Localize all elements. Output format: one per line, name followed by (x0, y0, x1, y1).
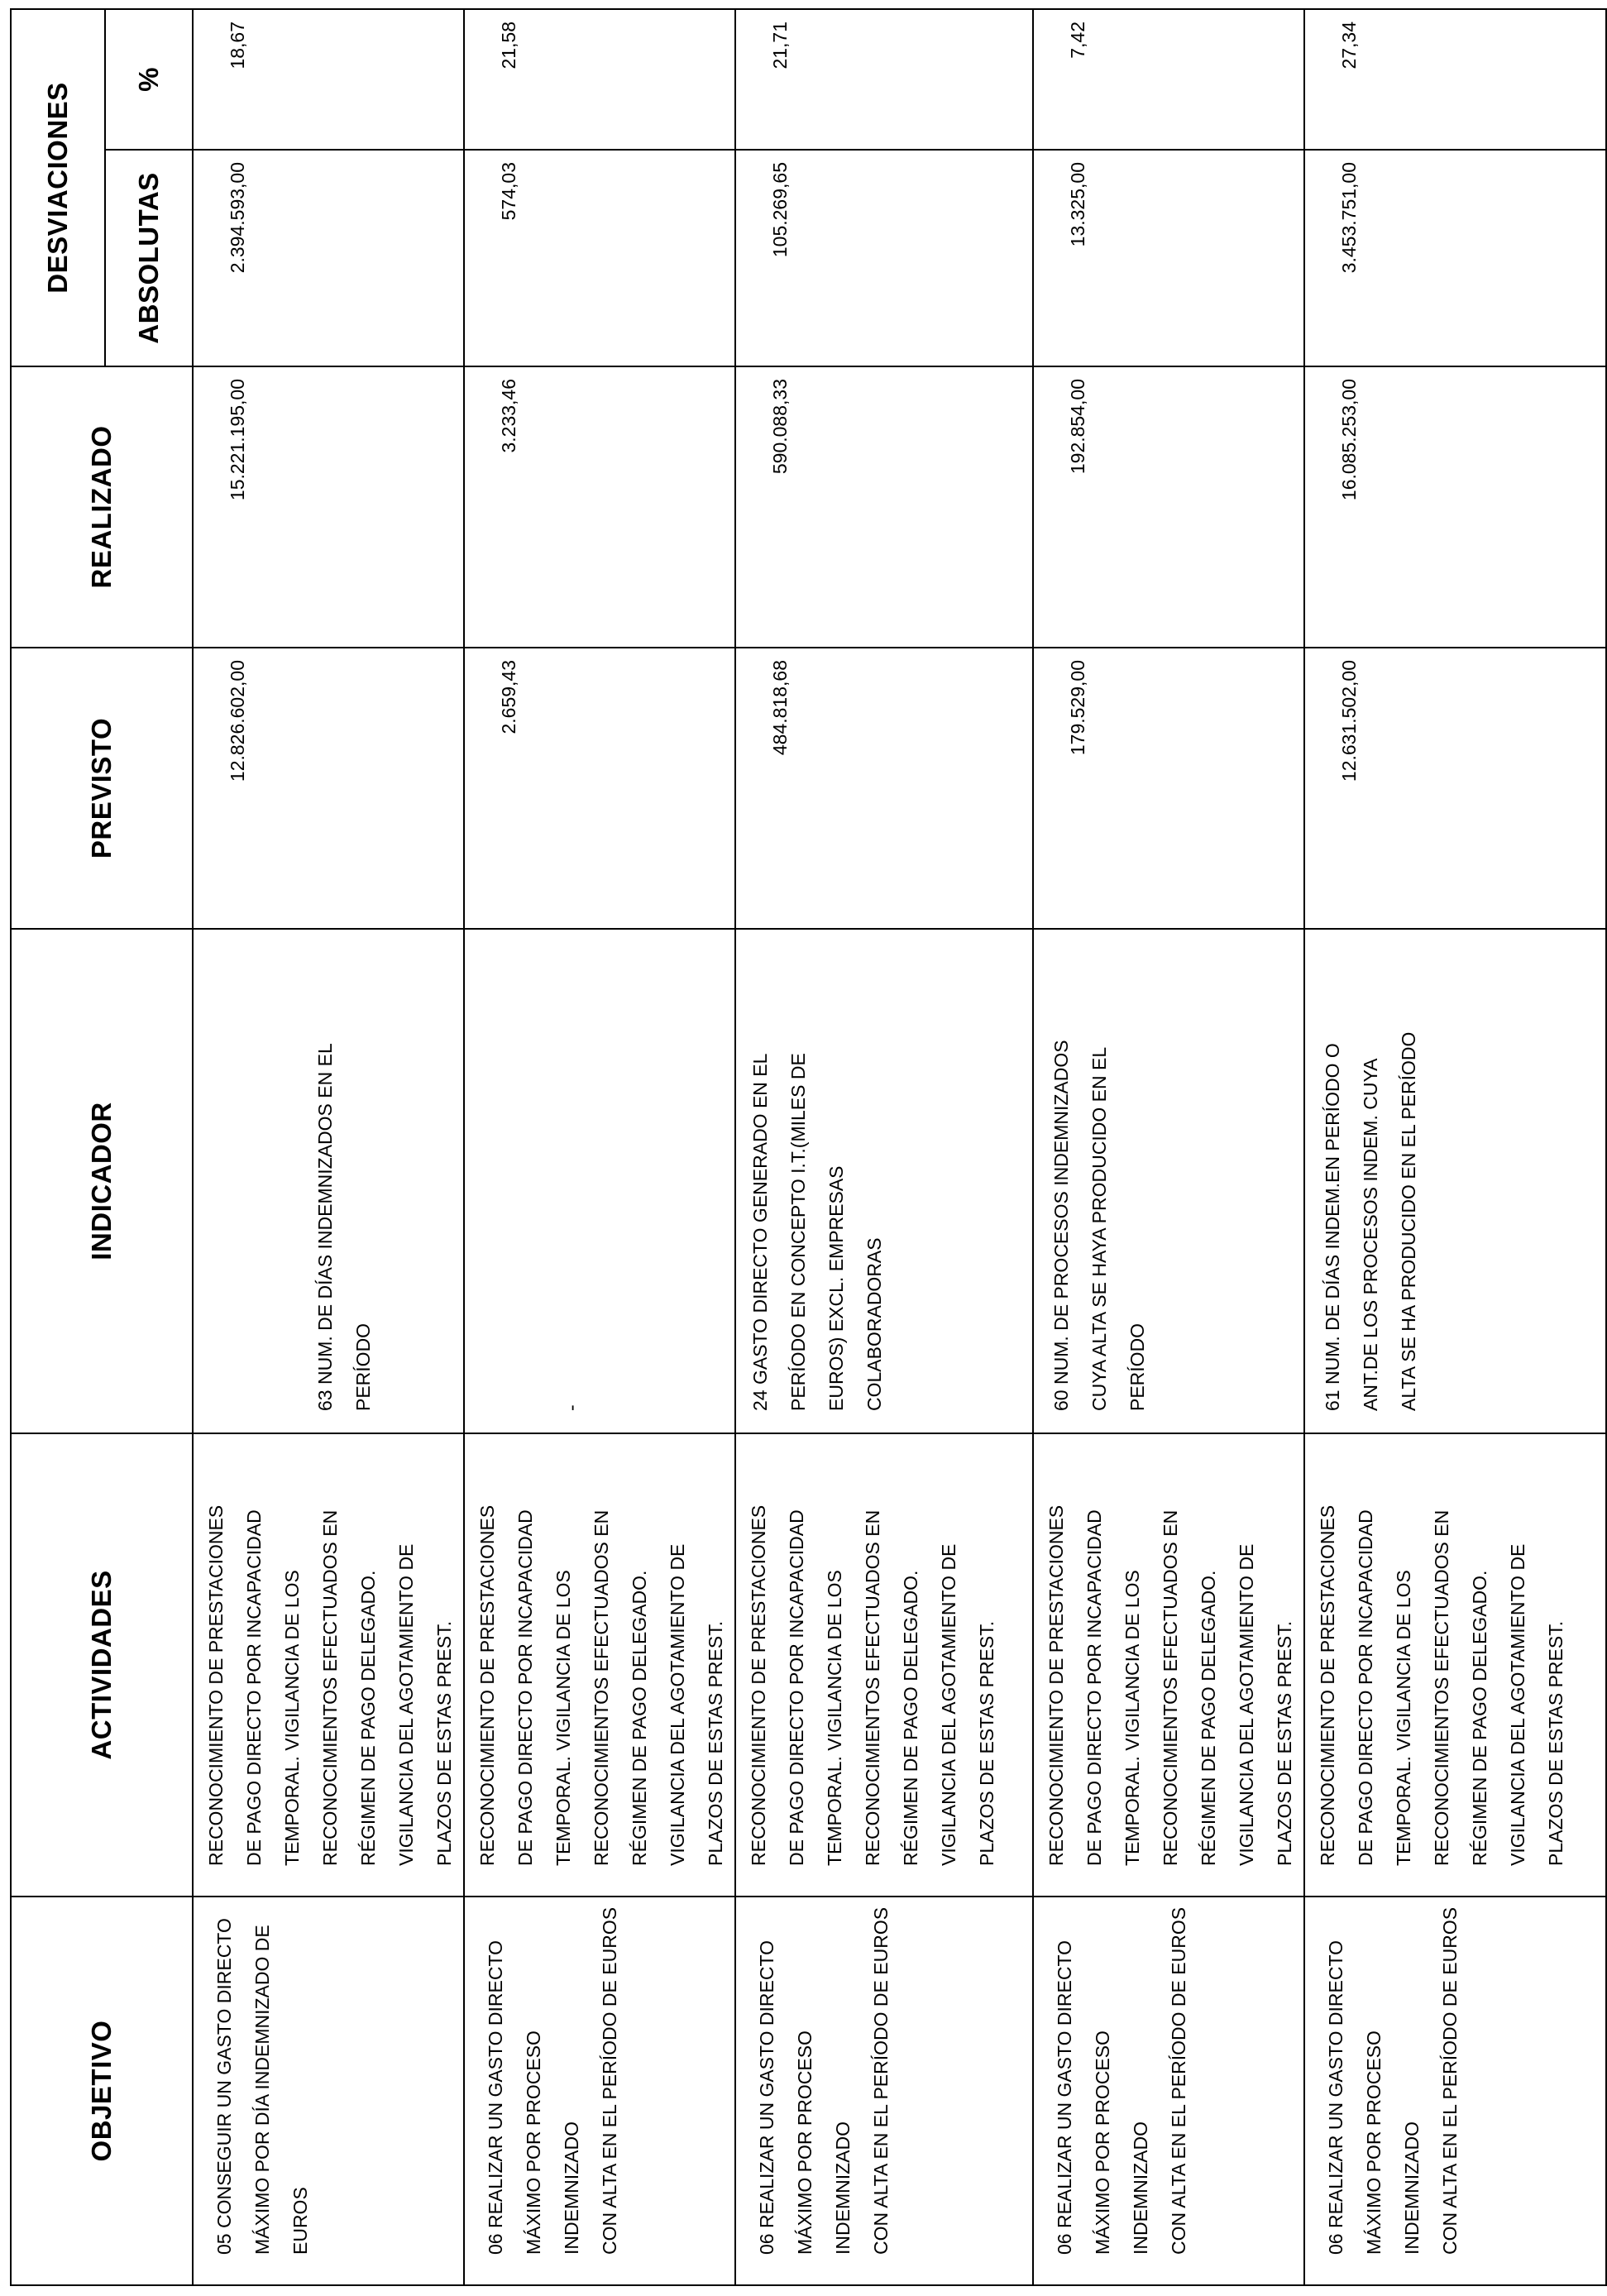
cell-previsto: 484.818,68 (735, 648, 1033, 929)
cell-porcentaje: 7,42 (1033, 9, 1304, 150)
text-line: RECONOCIMIENTOS EFECTUADOS EN (1431, 1509, 1452, 1866)
text-line: MÁXIMO POR DÍA INDEMNIZADO DE (251, 1925, 273, 2255)
text-line: PERÍODO (1126, 1323, 1148, 1411)
cell-actividades (1304, 1433, 1606, 1897)
table-row (1033, 9, 1304, 2285)
cell-actividades (735, 1433, 1033, 1897)
header-desviaciones: DESVIACIONES (11, 9, 105, 366)
table-row (193, 9, 464, 2285)
table-header (11, 9, 193, 2285)
cell-actividades (1033, 1433, 1304, 1897)
header-porcentaje: % (105, 9, 193, 150)
header-previsto: PREVISTO (11, 648, 193, 929)
cell-absolutas: 13.325,00 (1033, 150, 1304, 366)
cell-previsto: 12.631.502,00 (1304, 648, 1606, 929)
text-line: CON ALTA EN EL PERÍODO DE EUROS (599, 1906, 620, 2255)
text-line: 06 REALIZAR UN GASTO DIRECTO (485, 1940, 506, 2255)
text-line: MÁXIMO POR PROCESO INDEMNIZADO (1092, 2031, 1151, 2255)
text-line: 63 NUM. DE DÍAS INDEMNIZADOS EN EL (314, 1043, 336, 1411)
text-line: DE PAGO DIRECTO POR INCAPACIDAD (786, 1509, 807, 1866)
cell-actividades (464, 1433, 735, 1897)
text-line: DE PAGO DIRECTO POR INCAPACIDAD (1083, 1509, 1105, 1866)
text-line: PERÍODO (352, 1323, 374, 1411)
text-line: DE PAGO DIRECTO POR INCAPACIDAD (243, 1509, 265, 1866)
text-line: RÉGIMEN DE PAGO DELEGADO. (357, 1570, 379, 1866)
table-row (1304, 9, 1606, 2285)
cell-porcentaje: 27,34 (1304, 9, 1606, 150)
text-line: VIGILANCIA DEL AGOTAMIENTO DE (395, 1543, 417, 1866)
text-line: PLAZOS DE ESTAS PREST. (976, 1620, 997, 1866)
cell-absolutas: 574,03 (464, 150, 735, 366)
cell-realizado: 192.854,00 (1033, 366, 1304, 648)
header-realizado: REALIZADO (11, 366, 193, 648)
text-line: CUYA ALTA SE HAYA PRODUCIDO EN EL (1088, 1046, 1110, 1411)
cell-porcentaje: 21,58 (464, 9, 735, 150)
text-line: RECONOCIMIENTOS EFECTUADOS EN (1160, 1509, 1181, 1866)
text-line: RÉGIMEN DE PAGO DELEGADO. (900, 1570, 921, 1866)
text-line: RECONOCIMIENTOS EFECTUADOS EN (591, 1509, 612, 1866)
text-line: 24 GASTO DIRECTO GENERADO EN EL (749, 1053, 771, 1411)
text-line: RECONOCIMIENTOS EFECTUADOS EN (319, 1509, 341, 1866)
text-line: EUROS) EXCL. EMPRESAS (825, 1165, 847, 1411)
text-line: RECONOCIMIENTO DE PRESTACIONES (1045, 1504, 1067, 1866)
text-line: 05 CONSEGUIR UN GASTO DIRECTO (213, 1918, 235, 2255)
text-line: VIGILANCIA DEL AGOTAMIENTO DE (667, 1543, 688, 1866)
text-line: - (561, 1404, 582, 1411)
text-line: COLABORADORAS (863, 1237, 885, 1411)
header-indicador: INDICADOR (11, 929, 193, 1433)
cell-absolutas: 3.453.751,00 (1304, 150, 1606, 366)
text-line: RECONOCIMIENTO DE PRESTACIONES (1317, 1504, 1338, 1866)
cell-objetivo (735, 1897, 1033, 2285)
text-line: ANT.DE LOS PROCESOS INDEM. CUYA (1360, 1058, 1381, 1411)
cell-indicador (193, 929, 464, 1433)
text-line: TEMPORAL. VIGILANCIA DE LOS (281, 1570, 303, 1866)
cell-indicador (735, 929, 1033, 1433)
cell-absolutas: 2.394.593,00 (193, 150, 464, 366)
cell-absolutas: 105.269,65 (735, 150, 1033, 366)
text-line: 61 NUM. DE DÍAS INDEM.EN PERÍODO O (1322, 1043, 1343, 1411)
text-line: ALTA SE HA PRODUCIDO EN EL PERÍODO (1398, 1031, 1419, 1411)
cell-realizado: 590.088,33 (735, 366, 1033, 648)
cell-actividades (193, 1433, 464, 1897)
text-line: TEMPORAL. VIGILANCIA DE LOS (1393, 1570, 1414, 1866)
header-objetivo: OBJETIVO (11, 1897, 193, 2285)
cell-indicador (464, 929, 735, 1433)
cell-realizado: 16.085.253,00 (1304, 366, 1606, 648)
cell-porcentaje: 18,67 (193, 9, 464, 150)
text-line: CON ALTA EN EL PERÍODO DE EUROS (1439, 1906, 1461, 2255)
text-line: MÁXIMO POR PROCESO INDEMNIZADO (523, 2031, 582, 2255)
text-line: TEMPORAL. VIGILANCIA DE LOS (1122, 1570, 1143, 1866)
cell-realizado: 3.233,46 (464, 366, 735, 648)
cell-porcentaje: 21,71 (735, 9, 1033, 150)
objectives-table (10, 8, 1607, 2286)
text-line: PLAZOS DE ESTAS PREST. (1274, 1620, 1295, 1866)
text-line: PLAZOS DE ESTAS PREST. (705, 1620, 726, 1866)
text-line: RÉGIMEN DE PAGO DELEGADO. (629, 1570, 650, 1866)
text-line: DE PAGO DIRECTO POR INCAPACIDAD (514, 1509, 536, 1866)
cell-previsto: 2.659,43 (464, 648, 735, 929)
cell-objetivo (1033, 1897, 1304, 2285)
text-line: 60 NUM. DE PROCESOS INDEMNIZADOS (1050, 1040, 1072, 1411)
text-line: PLAZOS DE ESTAS PREST. (433, 1620, 455, 1866)
text-line: TEMPORAL. VIGILANCIA DE LOS (552, 1570, 574, 1866)
cell-realizado: 15.221.195,00 (193, 366, 464, 648)
text-line: RECONOCIMIENTOS EFECTUADOS EN (862, 1509, 883, 1866)
table-row (735, 9, 1033, 2285)
table-row (464, 9, 735, 2285)
text-line: RECONOCIMIENTO DE PRESTACIONES (205, 1504, 227, 1866)
table-body (193, 9, 1606, 2285)
text-line: RECONOCIMIENTO DE PRESTACIONES (476, 1504, 498, 1866)
header-absolutas: ABSOLUTAS (105, 150, 193, 366)
cell-objetivo (464, 1897, 735, 2285)
text-line: CON ALTA EN EL PERÍODO DE EUROS (1168, 1906, 1189, 2255)
text-line: CON ALTA EN EL PERÍODO DE EUROS (870, 1906, 892, 2255)
cell-objetivo (1304, 1897, 1606, 2285)
header-actividades: ACTIVIDADES (11, 1433, 193, 1897)
text-line: TEMPORAL. VIGILANCIA DE LOS (824, 1570, 845, 1866)
cell-indicador (1304, 929, 1606, 1433)
text-line: VIGILANCIA DEL AGOTAMIENTO DE (938, 1543, 959, 1866)
text-line: PLAZOS DE ESTAS PREST. (1545, 1620, 1566, 1866)
text-line: RECONOCIMIENTO DE PRESTACIONES (748, 1504, 769, 1866)
text-line: VIGILANCIA DEL AGOTAMIENTO DE (1507, 1543, 1528, 1866)
cell-previsto: 179.529,00 (1033, 648, 1304, 929)
text-line: RÉGIMEN DE PAGO DELEGADO. (1198, 1570, 1219, 1866)
cell-objetivo (193, 1897, 464, 2285)
cell-indicador (1033, 929, 1304, 1433)
text-line: MÁXIMO POR PROCESO INDEMNIZADO (794, 2031, 854, 2255)
text-line: VIGILANCIA DEL AGOTAMIENTO DE (1236, 1543, 1257, 1866)
cell-previsto: 12.826.602,00 (193, 648, 464, 929)
text-line: 06 REALIZAR UN GASTO DIRECTO (1325, 1940, 1346, 2255)
text-line: DE PAGO DIRECTO POR INCAPACIDAD (1355, 1509, 1376, 1866)
text-line: MÁXIMO POR PROCESO INDEMNIZADO (1363, 2031, 1423, 2255)
text-line: 06 REALIZAR UN GASTO DIRECTO (1054, 1940, 1075, 2255)
text-line: PERÍODO EN CONCEPTO I.T.(MILES DE (787, 1053, 809, 1411)
text-line: 06 REALIZAR UN GASTO DIRECTO (756, 1940, 777, 2255)
text-line: EUROS (289, 2187, 311, 2255)
text-line: RÉGIMEN DE PAGO DELEGADO. (1469, 1570, 1490, 1866)
